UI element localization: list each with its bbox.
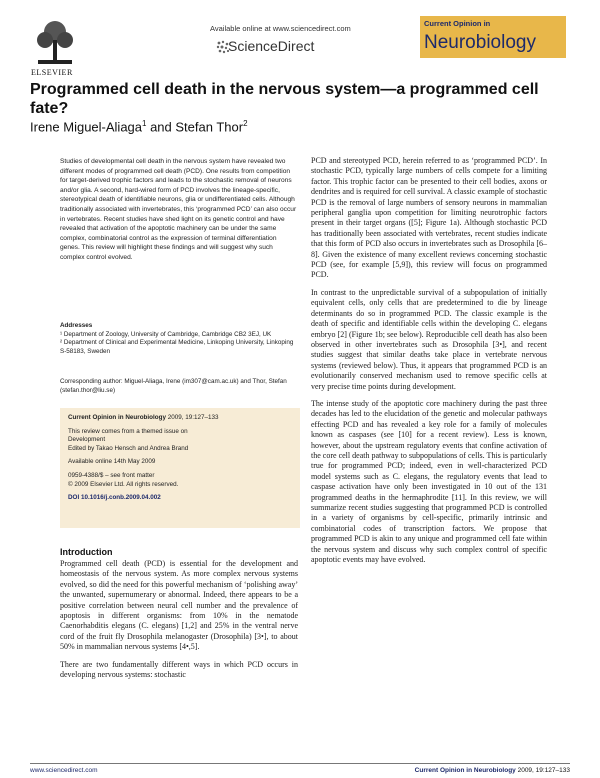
- abstract: Studies of developmental cell death in the nervous system have revealed two different modes of programmed cell death (PCD). One results from competition for target-derived trophic factors and leads to the stochastic removal of neurons and/or glia. A second, hard-wired form of PCD involves the lineage-specific, stereotypical death of identifiable neurons, glia or undifferentiated cells. Although traditionally associated with invertebrates, this ‘programmed PCD’ can also occur in vertebrates. Recent studies have shed light on its genetic control and have revealed that activation of the apoptotic machinery can be under the same complex, combinatorial control as the expression of terminal differentiation genes. This review will highlight these findings and will suggest why such complex control evolved.: [60, 158, 297, 261]
- author-2-affil: 2: [243, 119, 248, 128]
- addresses-heading: Addresses: [60, 322, 93, 329]
- right-paragraph-2: In contrast to the unpredictable survival of a subpopulation of initially equivalent cells, only cells that are predetermined to die by lineage determinants do so in programmed PCD. The classic example is the death of specific and identifiable cells within the developing C. elegans embryo [2] (Figure 1b; see below). Reproducible cell death has also been observed in other invertebrates such as Drosophila [3•], and recent studies suggest that similar deaths take place in vertebrate nervous systems (reviewed below). Thus, it appears that programmed PCD is an evolutionarily conserved mechanism used to remove specific cells at very precise time points during development.: [311, 287, 547, 391]
- sciencedirect-wordmark: ScienceDirect: [228, 38, 315, 54]
- citebox-doi-label: DOI: [68, 494, 80, 502]
- right-paragraph-3: The intense study of the apoptotic core machinery during the past three decades has led to the elucidation of the genetic and molecular pathways effecting PCD and has revealed a key role for a family of molecules known as caspases (see [10] for a recent review). Less is known, however, about the upstream regulatory events that confine activation of the core cell death pathway to subpopulations of cells. This is particularly true for programmed PCD; indeed, even in well-characterized PCD model systems such as C. elegans, the regulatory events that lead to caspase activation have only been investigated in 10 out of the 131 programmed deaths in the hermaphrodite [11]. In this review, we will summarize recent studies suggesting that programmed PCD is controlled in a variety of organisms by cell-specific, primarily intrinsic and combinatorial codes of transcription factors. We propose that programmed PCD is akin to any unique and programmed cell fate within the nervous system and discuss why such complex control of specific apoptotic events may have evolved.: [311, 398, 547, 565]
- column-left-body: [60, 559, 298, 687]
- right-paragraph-1: PCD and stereotyped PCD, herein referred to as ‘programmed PCD’. In stochastic PCD, typically large numbers of cells compete for a limiting factor. This trophic factor can be presented to their cell bodies, axons or dendrites and is required for cell survival. A classic example of stochastic PCD is the removal of large numbers of sensory neurons in mammalian peripheral ganglia upon competition for limiting neurotrophic factors present in their target organs ([5]; Figure 1a). Although stochastic PCD has traditionally been associated with vertebrates, recent studies indicate that this form of PCD also occurs in invertebrates such as Drosophila [6–8]. Given the existence of many excellent reviews concerning stochastic PCD (see, for example [5,9]), this review will focus on programmed PCD.: [311, 156, 547, 280]
- citebox-issn: 0959-4388/$ – see front matter: [68, 471, 155, 479]
- footer-divider: [30, 763, 570, 764]
- article-title: Programmed cell death in the nervous system—a programmed cell fate?: [30, 81, 539, 117]
- footer-website[interactable]: www.sciencedirect.com: [30, 767, 98, 774]
- intro-paragraph-1: Programmed cell death (PCD) is essential for the development and homeostasis of the nervous system. As more complex nervous systems evolved, so did the need for this powerful mechanism of ‘polishing away’ the unwanted, supernumerary or abnormal. Indeed, there appears to be a positive correlation between neural cell number and the prevalence of apoptosis in different organisms: from 10% in the nematode Caenorhabditis elegans (C. elegans) [1,2] and 25% in the ventral nerve cord of the fruit fly Drosophila melanogaster (Drosophila) [3•], to about 50% in mammalian nervous systems [4•,5].: [60, 559, 298, 652]
- citebox-cite: 2009, 19:127–133: [165, 414, 219, 421]
- author-line: [30, 119, 248, 134]
- author-and: and: [146, 119, 176, 135]
- journal-banner: [420, 16, 566, 58]
- author-1-affil: 1: [142, 119, 147, 128]
- author-1: Irene Miguel-Aliaga: [30, 119, 143, 135]
- available-online-text[interactable]: Available online at www.sciencedirect.com: [210, 24, 351, 33]
- citebox-copyright: © 2009 Elsevier Ltd. All rights reserved.: [68, 480, 179, 488]
- footer-cite: 2009, 19:127–133: [515, 767, 570, 774]
- elsevier-tree-logo: [32, 18, 78, 68]
- introduction-heading: Introduction: [60, 547, 113, 557]
- citebox-theme-2: Development: [68, 436, 106, 444]
- citebox-theme-3: Edited by Takao Hensch and Andrea Brand: [68, 444, 189, 452]
- corresponding-author[interactable]: Corresponding author: Miguel-Aliaga, Irene (im307@cam.ac.uk) and Thor, Stefan (stefan.thor@liu.se): [60, 378, 287, 394]
- publisher-name: ELSEVIER: [31, 68, 73, 77]
- addresses: [60, 322, 298, 356]
- journal-banner-big: Neurobiology: [424, 32, 536, 53]
- address-1: ¹ Department of Zoology, University of Cambridge, Cambridge CB2 3EJ, UK: [60, 330, 272, 338]
- footer-citation: [415, 767, 570, 774]
- citebox-available: Available online 14th May 2009: [68, 458, 156, 466]
- address-2: ² Department of Clinical and Experimental Medicine, Linkoping University, Linkoping S-58183, Sweden: [60, 339, 294, 355]
- citebox-journal: Current Opinion in Neurobiology: [68, 414, 166, 421]
- intro-paragraph-2: There are two fundamentally different ways in which PCD occurs in developing nervous systems: stochastic: [60, 659, 298, 680]
- author-2: Stefan Thor: [175, 119, 244, 135]
- column-right-body: [311, 156, 547, 572]
- journal-banner-small: Current Opinion in: [424, 19, 491, 28]
- citebox-theme-1: This review comes from a themed issue on: [68, 427, 188, 435]
- doi-link[interactable]: 10.1016/j.conb.2009.04.002: [80, 494, 161, 502]
- footer-journal: Current Opinion in Neurobiology: [414, 767, 516, 774]
- citation-box: [60, 408, 300, 528]
